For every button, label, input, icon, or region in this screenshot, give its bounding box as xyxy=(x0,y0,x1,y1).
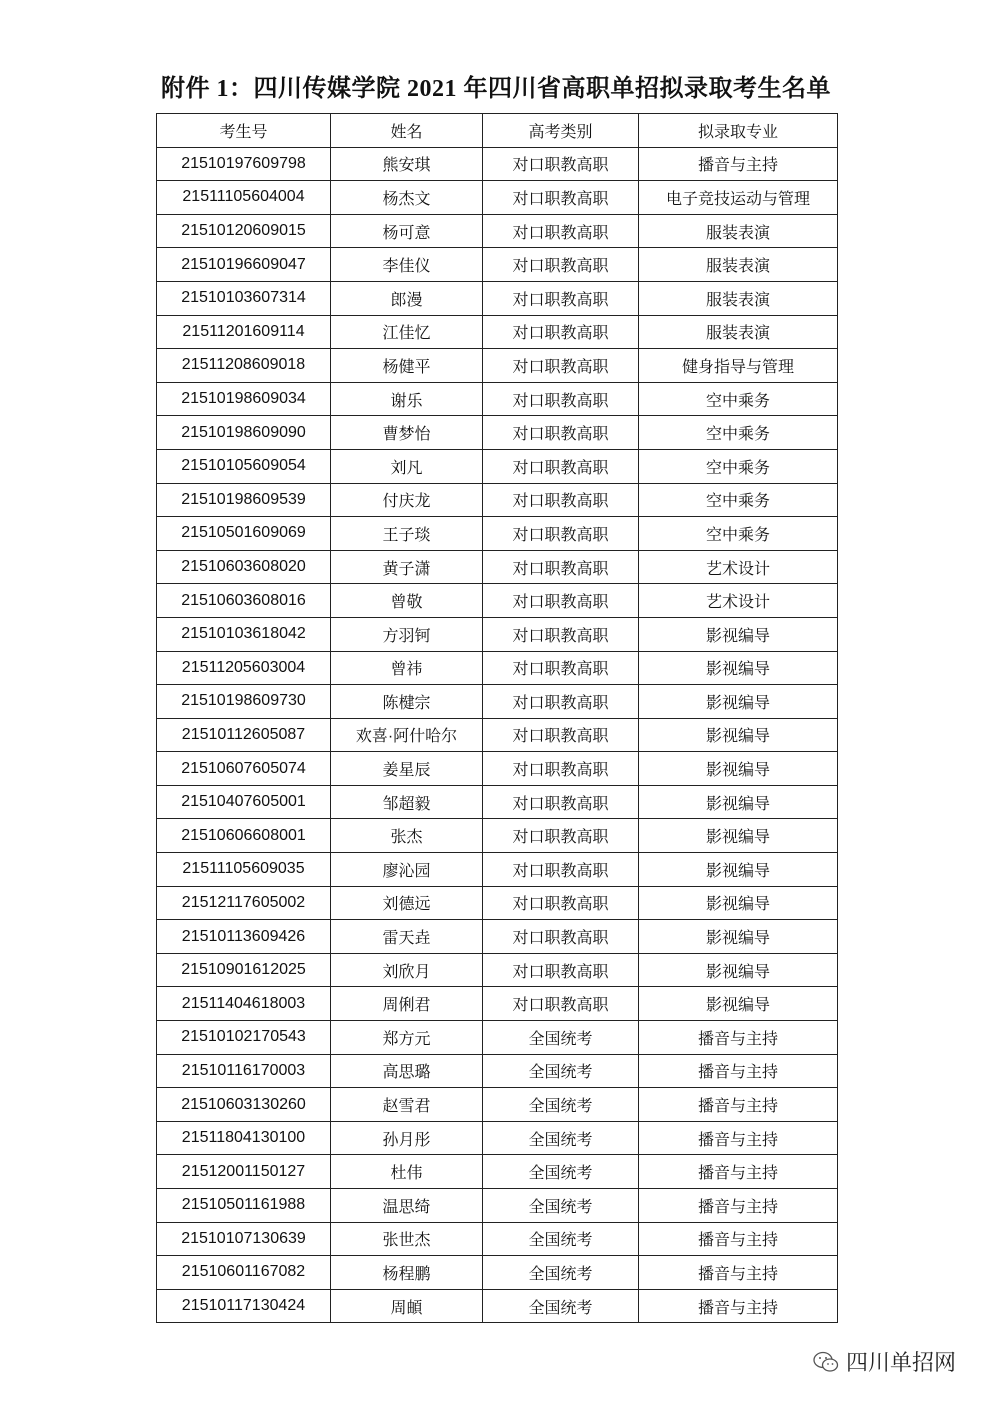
cell-exam-id: 21512117605002 xyxy=(157,886,331,920)
table-row xyxy=(157,281,838,315)
cell-exam-id: 21511105604004 xyxy=(157,181,331,215)
header-name: 姓名 xyxy=(331,114,483,148)
cell-exam-id: 21510501609069 xyxy=(157,517,331,551)
cell-name: 郑方元 xyxy=(331,1021,483,1055)
table-row xyxy=(157,853,838,887)
cell-exam-id: 21510105609054 xyxy=(157,449,331,483)
cell-exam-id: 21511208609018 xyxy=(157,349,331,383)
cell-name: 曹梦怡 xyxy=(331,416,483,450)
cell-major: 艺术设计 xyxy=(639,550,838,584)
header-exam-id: 考生号 xyxy=(157,114,331,148)
cell-major: 艺术设计 xyxy=(639,584,838,618)
table-row xyxy=(157,886,838,920)
cell-major: 影视编导 xyxy=(639,987,838,1021)
cell-name: 谢乐 xyxy=(331,382,483,416)
cell-exam-category: 对口职教高职 xyxy=(483,483,639,517)
cell-name: 赵雪君 xyxy=(331,1088,483,1122)
cell-major: 播音与主持 xyxy=(639,1256,838,1290)
cell-exam-category: 对口职教高职 xyxy=(483,181,639,215)
cell-exam-id: 21511404618003 xyxy=(157,987,331,1021)
cell-major: 空中乘务 xyxy=(639,483,838,517)
table-row xyxy=(157,685,838,719)
cell-major: 服装表演 xyxy=(639,315,838,349)
watermark-text: 四川单招网 xyxy=(846,1350,957,1375)
cell-name: 廖沁园 xyxy=(331,853,483,887)
cell-exam-category: 对口职教高职 xyxy=(483,886,639,920)
cell-exam-id: 21510603130260 xyxy=(157,1088,331,1122)
cell-exam-category: 对口职教高职 xyxy=(483,281,639,315)
cell-name: 邹超毅 xyxy=(331,785,483,819)
table-row xyxy=(157,349,838,383)
cell-exam-id: 21510601167082 xyxy=(157,1256,331,1290)
cell-major: 影视编导 xyxy=(639,853,838,887)
cell-exam-id: 21510901612025 xyxy=(157,953,331,987)
cell-exam-category: 对口职教高职 xyxy=(483,147,639,181)
cell-name: 刘欣月 xyxy=(331,953,483,987)
table-row xyxy=(157,819,838,853)
cell-name: 周俐君 xyxy=(331,987,483,1021)
cell-exam-category: 对口职教高职 xyxy=(483,550,639,584)
cell-major: 播音与主持 xyxy=(639,1189,838,1223)
cell-exam-id: 21510198609090 xyxy=(157,416,331,450)
cell-exam-id: 21512001150127 xyxy=(157,1155,331,1189)
cell-exam-category: 对口职教高职 xyxy=(483,920,639,954)
cell-name: 李佳仪 xyxy=(331,248,483,282)
cell-major: 影视编导 xyxy=(639,920,838,954)
table-row xyxy=(157,584,838,618)
cell-major: 影视编导 xyxy=(639,651,838,685)
table-row xyxy=(157,651,838,685)
wechat-icon xyxy=(812,1350,840,1374)
cell-exam-category: 对口职教高职 xyxy=(483,752,639,786)
cell-exam-category: 对口职教高职 xyxy=(483,953,639,987)
cell-name: 郎漫 xyxy=(331,281,483,315)
cell-exam-category: 全国统考 xyxy=(483,1289,639,1323)
cell-name: 熊安琪 xyxy=(331,147,483,181)
cell-exam-id: 21510603608020 xyxy=(157,550,331,584)
table-row xyxy=(157,785,838,819)
cell-exam-id: 21510607605074 xyxy=(157,752,331,786)
cell-name: 方羽钶 xyxy=(331,617,483,651)
table-row xyxy=(157,718,838,752)
cell-exam-category: 全国统考 xyxy=(483,1021,639,1055)
table-row xyxy=(157,1121,838,1155)
cell-exam-category: 对口职教高职 xyxy=(483,517,639,551)
table-row xyxy=(157,315,838,349)
cell-major: 空中乘务 xyxy=(639,382,838,416)
table-row xyxy=(157,1021,838,1055)
cell-exam-category: 对口职教高职 xyxy=(483,416,639,450)
cell-name: 张世杰 xyxy=(331,1222,483,1256)
cell-exam-category: 全国统考 xyxy=(483,1155,639,1189)
cell-exam-id: 21510198609730 xyxy=(157,685,331,719)
table-row xyxy=(157,617,838,651)
cell-name: 刘凡 xyxy=(331,449,483,483)
cell-name: 刘德远 xyxy=(331,886,483,920)
cell-exam-category: 对口职教高职 xyxy=(483,718,639,752)
cell-exam-id: 21510102170543 xyxy=(157,1021,331,1055)
table-body xyxy=(157,147,838,1323)
table-row xyxy=(157,1289,838,1323)
cell-exam-id: 21510501161988 xyxy=(157,1189,331,1223)
cell-exam-category: 对口职教高职 xyxy=(483,651,639,685)
table-row xyxy=(157,987,838,1021)
cell-major: 影视编导 xyxy=(639,617,838,651)
cell-name: 雷天垚 xyxy=(331,920,483,954)
cell-exam-id: 21510117130424 xyxy=(157,1289,331,1323)
cell-name: 杜伟 xyxy=(331,1155,483,1189)
cell-major: 影视编导 xyxy=(639,886,838,920)
cell-exam-category: 全国统考 xyxy=(483,1189,639,1223)
cell-major: 电子竞技运动与管理 xyxy=(639,181,838,215)
cell-exam-category: 对口职教高职 xyxy=(483,819,639,853)
cell-name: 陈楗宗 xyxy=(331,685,483,719)
cell-name: 姜星辰 xyxy=(331,752,483,786)
cell-exam-id: 21510606608001 xyxy=(157,819,331,853)
cell-exam-id: 21511105609035 xyxy=(157,853,331,887)
table-row xyxy=(157,517,838,551)
cell-exam-category: 对口职教高职 xyxy=(483,584,639,618)
cell-name: 高思璐 xyxy=(331,1054,483,1088)
cell-exam-id: 21510198609034 xyxy=(157,382,331,416)
cell-exam-id: 21510103607314 xyxy=(157,281,331,315)
cell-exam-category: 对口职教高职 xyxy=(483,987,639,1021)
cell-major: 空中乘务 xyxy=(639,416,838,450)
cell-name: 曾祎 xyxy=(331,651,483,685)
cell-exam-id: 21511804130100 xyxy=(157,1121,331,1155)
header-major: 拟录取专业 xyxy=(639,114,838,148)
cell-name: 周頔 xyxy=(331,1289,483,1323)
cell-exam-category: 对口职教高职 xyxy=(483,349,639,383)
cell-major: 空中乘务 xyxy=(639,517,838,551)
cell-major: 影视编导 xyxy=(639,953,838,987)
cell-major: 服装表演 xyxy=(639,281,838,315)
cell-name: 温思绮 xyxy=(331,1189,483,1223)
table-header-row xyxy=(157,114,838,148)
cell-exam-id: 21510103618042 xyxy=(157,617,331,651)
cell-name: 杨健平 xyxy=(331,349,483,383)
cell-exam-category: 对口职教高职 xyxy=(483,685,639,719)
table-row xyxy=(157,248,838,282)
table-row xyxy=(157,382,838,416)
cell-major: 播音与主持 xyxy=(639,1155,838,1189)
cell-major: 影视编导 xyxy=(639,785,838,819)
cell-exam-category: 全国统考 xyxy=(483,1054,639,1088)
cell-major: 播音与主持 xyxy=(639,1054,838,1088)
cell-major: 影视编导 xyxy=(639,685,838,719)
cell-exam-id: 21511205603004 xyxy=(157,651,331,685)
cell-major: 播音与主持 xyxy=(639,147,838,181)
table-row xyxy=(157,416,838,450)
watermark xyxy=(812,1346,956,1377)
admission-table xyxy=(156,113,838,1323)
cell-exam-id: 21510198609539 xyxy=(157,483,331,517)
table-row xyxy=(157,1088,838,1122)
cell-name: 张杰 xyxy=(331,819,483,853)
cell-name: 江佳忆 xyxy=(331,315,483,349)
cell-major: 影视编导 xyxy=(639,718,838,752)
table-row xyxy=(157,1189,838,1223)
cell-exam-id: 21510107130639 xyxy=(157,1222,331,1256)
cell-major: 健身指导与管理 xyxy=(639,349,838,383)
cell-name: 付庆龙 xyxy=(331,483,483,517)
table-row xyxy=(157,1155,838,1189)
cell-name: 杨可意 xyxy=(331,214,483,248)
cell-exam-category: 全国统考 xyxy=(483,1088,639,1122)
table-row xyxy=(157,920,838,954)
cell-name: 黄子潇 xyxy=(331,550,483,584)
cell-name: 孙月彤 xyxy=(331,1121,483,1155)
cell-major: 服装表演 xyxy=(639,248,838,282)
cell-name: 杨程鹏 xyxy=(331,1256,483,1290)
cell-major: 播音与主持 xyxy=(639,1222,838,1256)
cell-exam-category: 全国统考 xyxy=(483,1256,639,1290)
table-row xyxy=(157,147,838,181)
table-row xyxy=(157,483,838,517)
cell-name: 王子琰 xyxy=(331,517,483,551)
table-row xyxy=(157,752,838,786)
cell-major: 播音与主持 xyxy=(639,1121,838,1155)
cell-exam-id: 21510120609015 xyxy=(157,214,331,248)
cell-exam-id: 21511201609114 xyxy=(157,315,331,349)
cell-major: 影视编导 xyxy=(639,752,838,786)
table-row xyxy=(157,181,838,215)
table-row xyxy=(157,449,838,483)
cell-exam-category: 对口职教高职 xyxy=(483,617,639,651)
table-row xyxy=(157,1256,838,1290)
table-row xyxy=(157,214,838,248)
cell-exam-id: 21510603608016 xyxy=(157,584,331,618)
cell-major: 播音与主持 xyxy=(639,1088,838,1122)
cell-name: 曾敬 xyxy=(331,584,483,618)
cell-major: 播音与主持 xyxy=(639,1289,838,1323)
cell-exam-id: 21510116170003 xyxy=(157,1054,331,1088)
table-row xyxy=(157,1222,838,1256)
cell-exam-category: 对口职教高职 xyxy=(483,315,639,349)
header-exam-category: 高考类别 xyxy=(483,114,639,148)
cell-name: 欢喜·阿什哈尔 xyxy=(331,718,483,752)
cell-exam-id: 21510407605001 xyxy=(157,785,331,819)
cell-exam-id: 21510113609426 xyxy=(157,920,331,954)
cell-exam-category: 对口职教高职 xyxy=(483,449,639,483)
cell-major: 服装表演 xyxy=(639,214,838,248)
cell-exam-category: 对口职教高职 xyxy=(483,248,639,282)
cell-major: 播音与主持 xyxy=(639,1021,838,1055)
cell-exam-category: 全国统考 xyxy=(483,1121,639,1155)
cell-major: 空中乘务 xyxy=(639,449,838,483)
table-row xyxy=(157,550,838,584)
cell-exam-category: 对口职教高职 xyxy=(483,853,639,887)
cell-exam-category: 对口职教高职 xyxy=(483,214,639,248)
document-title: 附件 1：四川传媒学院 2021 年四川省高职单招拟录取考生名单 xyxy=(161,76,831,102)
cell-exam-category: 对口职教高职 xyxy=(483,382,639,416)
table-row xyxy=(157,1054,838,1088)
cell-exam-id: 21510112605087 xyxy=(157,718,331,752)
cell-exam-id: 21510196609047 xyxy=(157,248,331,282)
table-row xyxy=(157,953,838,987)
cell-name: 杨杰文 xyxy=(331,181,483,215)
cell-exam-category: 全国统考 xyxy=(483,1222,639,1256)
cell-exam-id: 21510197609798 xyxy=(157,147,331,181)
cell-major: 影视编导 xyxy=(639,819,838,853)
cell-exam-category: 对口职教高职 xyxy=(483,785,639,819)
